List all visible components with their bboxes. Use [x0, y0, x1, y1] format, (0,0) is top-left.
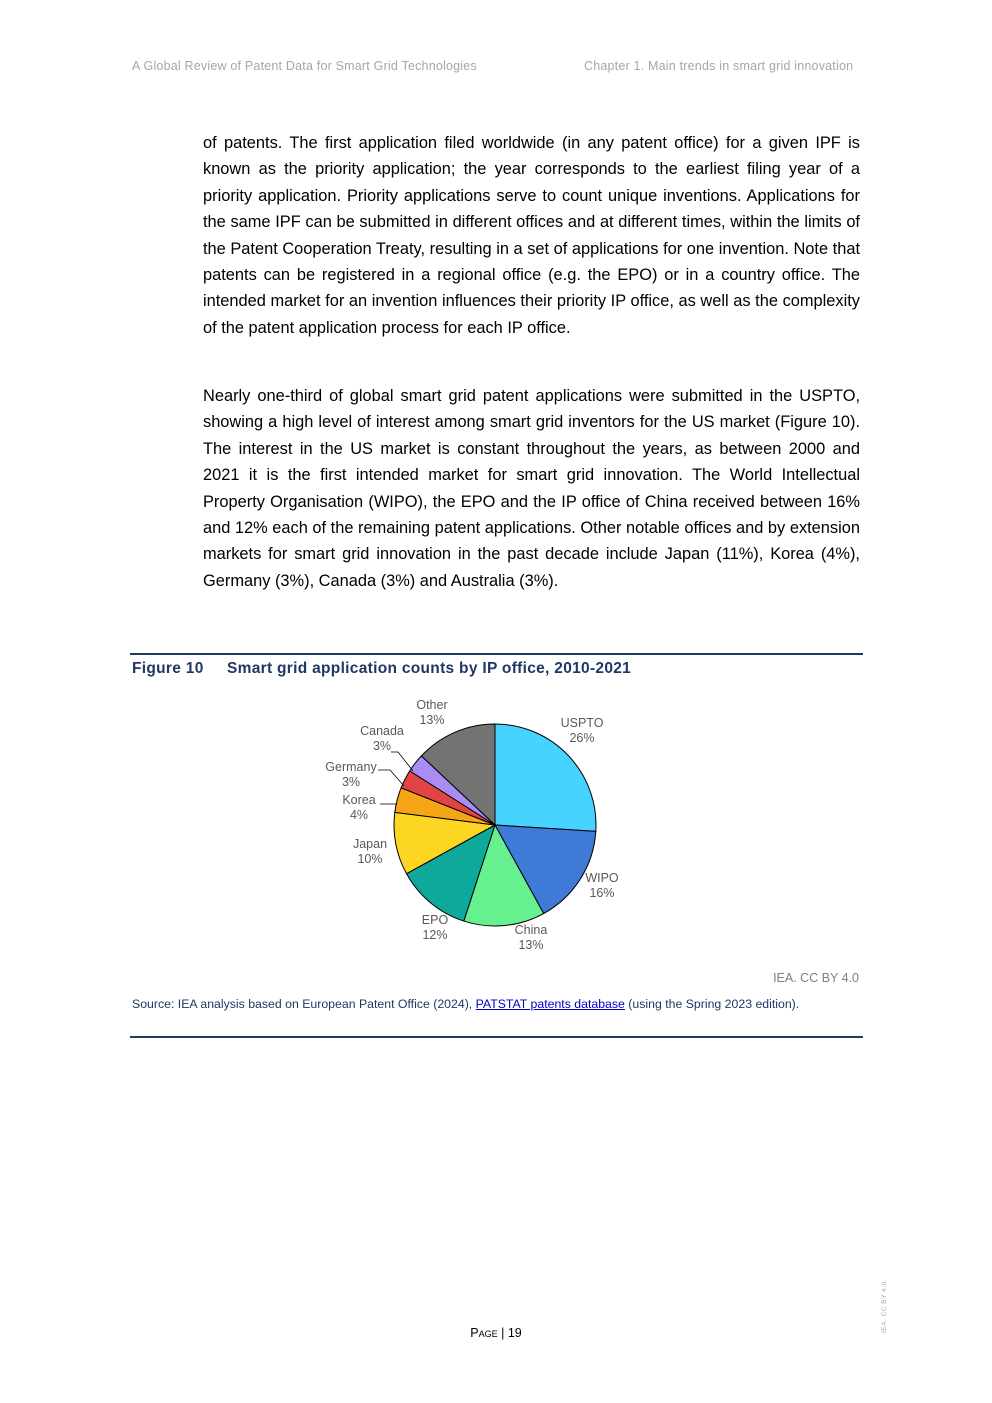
patstat-link[interactable]: PATSTAT patents database	[475, 997, 625, 1011]
figure-caption: Smart grid application counts by IP office, 2010-2021	[227, 660, 632, 677]
pie-leader-canada	[391, 752, 413, 771]
pie-label-wipo: WIPO 16%	[585, 871, 619, 900]
page-number-value: 19	[507, 1326, 522, 1340]
figure-bottom-rule	[130, 1036, 863, 1038]
pie-label-canada: Canada 3%	[360, 724, 404, 753]
page-word: Page	[470, 1326, 498, 1340]
figure-source-note	[132, 997, 832, 1012]
pie-label-other: Other 13%	[416, 698, 448, 727]
figure-credit: IEA. CC BY 4.0	[773, 971, 859, 985]
source-suffix: (using the Spring 2023 edition).	[624, 997, 800, 1011]
body-paragraph-1: of patents. The first application filed worldwide (in any patent office) for a given IPF is known as the priority application; the year corresponds to the earliest filing year of a priority application. Priority applications serve to count unique inventions. Applications for the same IPF can be submitted in different offices and at different times, within the limits of the Patent Cooperation Treaty, resulting in a set of applications for one invention. Note that patents can be registered in a regional office (e.g. the EPO) or in a country office. The intended market for an invention influences their priority IP office, as well as the complexity of the patent application process for each IP office.	[203, 134, 860, 337]
pie-label-germany: Germany 3%	[325, 760, 377, 789]
side-license-mark: IEA. CC BY 4.0.	[881, 1279, 888, 1333]
page-number	[0, 1326, 992, 1340]
pie-label-china: China 13%	[514, 923, 548, 952]
body-paragraph-2: Nearly one-third of global smart grid patent applications were submitted in the USPTO, showing a high level of interest among smart grid inventors for the US market (Figure 10). The interest in the US market is constant throughout the years, as between 2000 and 2021 it is the first intended market for smart grid innovation. The World Intellectual Property Organisation (WIPO), the EPO and the IP office of China received between 16% and 12% each of the remaining patent applications. Other notable offices and by extension markets for smart grid innovation in the past decade include Japan (11%), Korea (4%), Germany (3%), Canada (3%) and Australia (3%).	[203, 387, 860, 590]
pie-label-uspto: USPTO 26%	[560, 716, 604, 745]
pie-label-korea: Korea 4%	[342, 793, 376, 822]
figure-number: Figure 10	[132, 660, 204, 677]
pie-label-epo: EPO 12%	[421, 913, 449, 942]
source-prefix: Source: IEA analysis based on European Patent Office (2024),	[132, 997, 476, 1011]
running-header-chapter: Chapter 1. Main trends in smart grid innovation	[584, 59, 854, 73]
pie-label-japan: Japan 10%	[352, 837, 388, 866]
pie-leader-germany	[378, 770, 404, 786]
page-separator: |	[497, 1326, 508, 1340]
running-header-title: A Global Review of Patent Data for Smart Grid Technologies	[132, 59, 477, 73]
